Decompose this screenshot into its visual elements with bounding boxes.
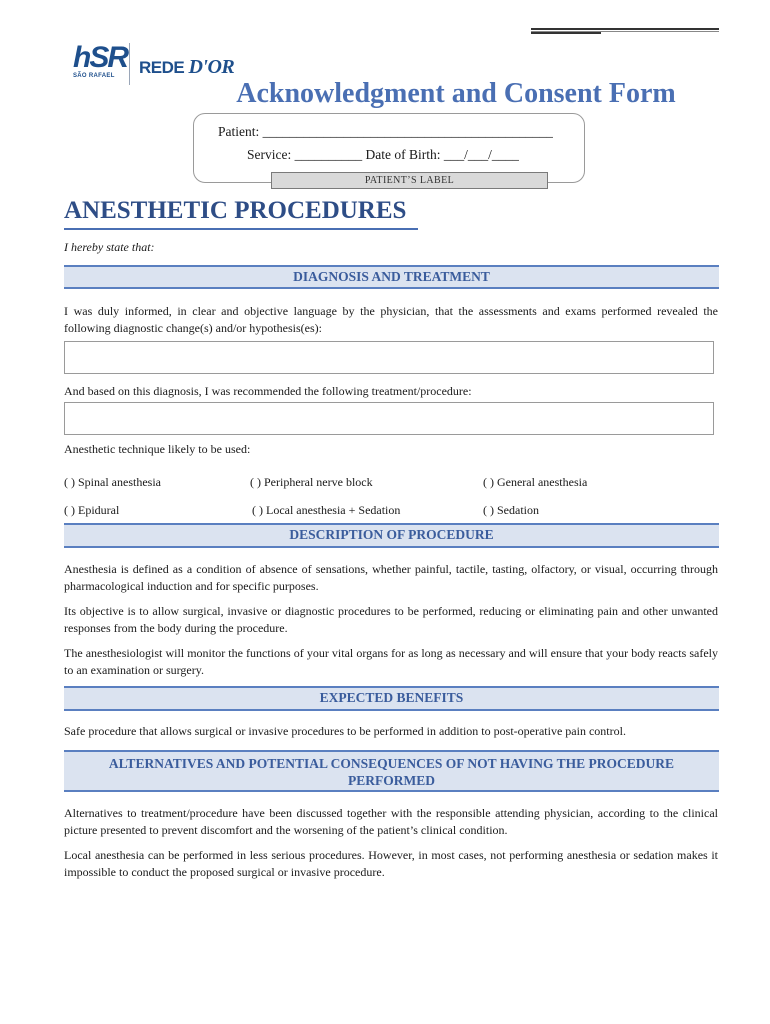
section-header-alternatives: ALTERNATIVES AND POTENTIAL CONSEQUENCES OF NOT HAVING THE PROCEDURE PERFORMED bbox=[64, 750, 719, 792]
page-title: ANESTHETIC PROCEDURES bbox=[64, 197, 407, 224]
service-dob-field[interactable]: Service: __________ Date of Birth: ___/___/____ bbox=[247, 147, 519, 162]
treatment-text: And based on this diagnosis, I was recommended the following treatment/procedure: bbox=[64, 384, 472, 398]
rede-dor-logo bbox=[139, 56, 234, 79]
rede-logo-text: REDE bbox=[139, 58, 185, 77]
hsr-logo bbox=[73, 41, 127, 79]
alternatives-paragraph-2: Local anesthesia can be performed in less serious procedures. However, in most cases, not performing anesthesia or sedation makes it impossible to conduct the proposed surgical or invasive procedure. bbox=[64, 848, 718, 879]
option-epidural[interactable]: ( ) Epidural bbox=[64, 503, 120, 517]
option-sedation[interactable]: ( ) Sedation bbox=[483, 503, 539, 517]
option-local-anesthesia-sedation[interactable]: ( ) Local anesthesia + Sedation bbox=[252, 503, 401, 517]
treatment-input[interactable] bbox=[64, 402, 714, 435]
benefits-paragraph: Safe procedure that allows surgical or invasive procedures to be performed in addition to post-operative pain control. bbox=[64, 724, 626, 738]
document-code-bar bbox=[531, 28, 719, 36]
technique-text: Anesthetic technique likely to be used: bbox=[64, 442, 251, 456]
section-header-benefits: EXPECTED BENEFITS bbox=[64, 686, 719, 711]
option-spinal-anesthesia[interactable]: ( ) Spinal anesthesia bbox=[64, 475, 161, 489]
patient-field[interactable]: Patient: ___________________________________________ bbox=[218, 124, 553, 139]
intro-statement: I hereby state that: bbox=[64, 240, 155, 254]
option-general-anesthesia[interactable]: ( ) General anesthesia bbox=[483, 475, 588, 489]
option-peripheral-nerve-block[interactable]: ( ) Peripheral nerve block bbox=[250, 475, 373, 489]
patient-label-tab: PATIENT’S LABEL bbox=[271, 172, 548, 189]
diagnosis-input[interactable] bbox=[64, 341, 714, 374]
section-header-description: DESCRIPTION OF PROCEDURE bbox=[64, 523, 719, 548]
alternatives-paragraph-1: Alternatives to treatment/procedure have been discussed together with the responsible attending physician, according to the clinical picture presented to prevent discomfort and the worsening of the patient’s clinical condition. bbox=[64, 806, 718, 837]
description-paragraph-1: Anesthesia is defined as a condition of absence of sensations, whether painful, tactile, tasting, olfactory, or visual, occurring through pharmacological induction and for specific purposes. bbox=[64, 562, 718, 593]
hsr-logo-subtext: SÃO RAFAEL bbox=[73, 73, 115, 79]
diagnosis-text: I was duly informed, in clear and objective language by the physician, that the assessments and exams performed revealed the following diagnostic change(s) and/or hypothesis(es): bbox=[64, 304, 718, 335]
form-title: Acknowledgment and Consent Form bbox=[236, 78, 676, 109]
dor-logo-text: D'OR bbox=[188, 56, 235, 78]
description-paragraph-2: Its objective is to allow surgical, invasive or diagnostic procedures to be performed, reducing or eliminating pain and other unwanted responses from the body during the procedure. bbox=[64, 604, 718, 635]
hsr-logo-text: hSR bbox=[73, 41, 127, 74]
title-underline bbox=[64, 228, 418, 230]
description-paragraph-3: The anesthesiologist will monitor the functions of your vital organs for as long as necessary and will ensure that your body reacts safely to an examination or surgery. bbox=[64, 646, 718, 677]
section-header-diagnosis: DIAGNOSIS AND TREATMENT bbox=[64, 265, 719, 289]
